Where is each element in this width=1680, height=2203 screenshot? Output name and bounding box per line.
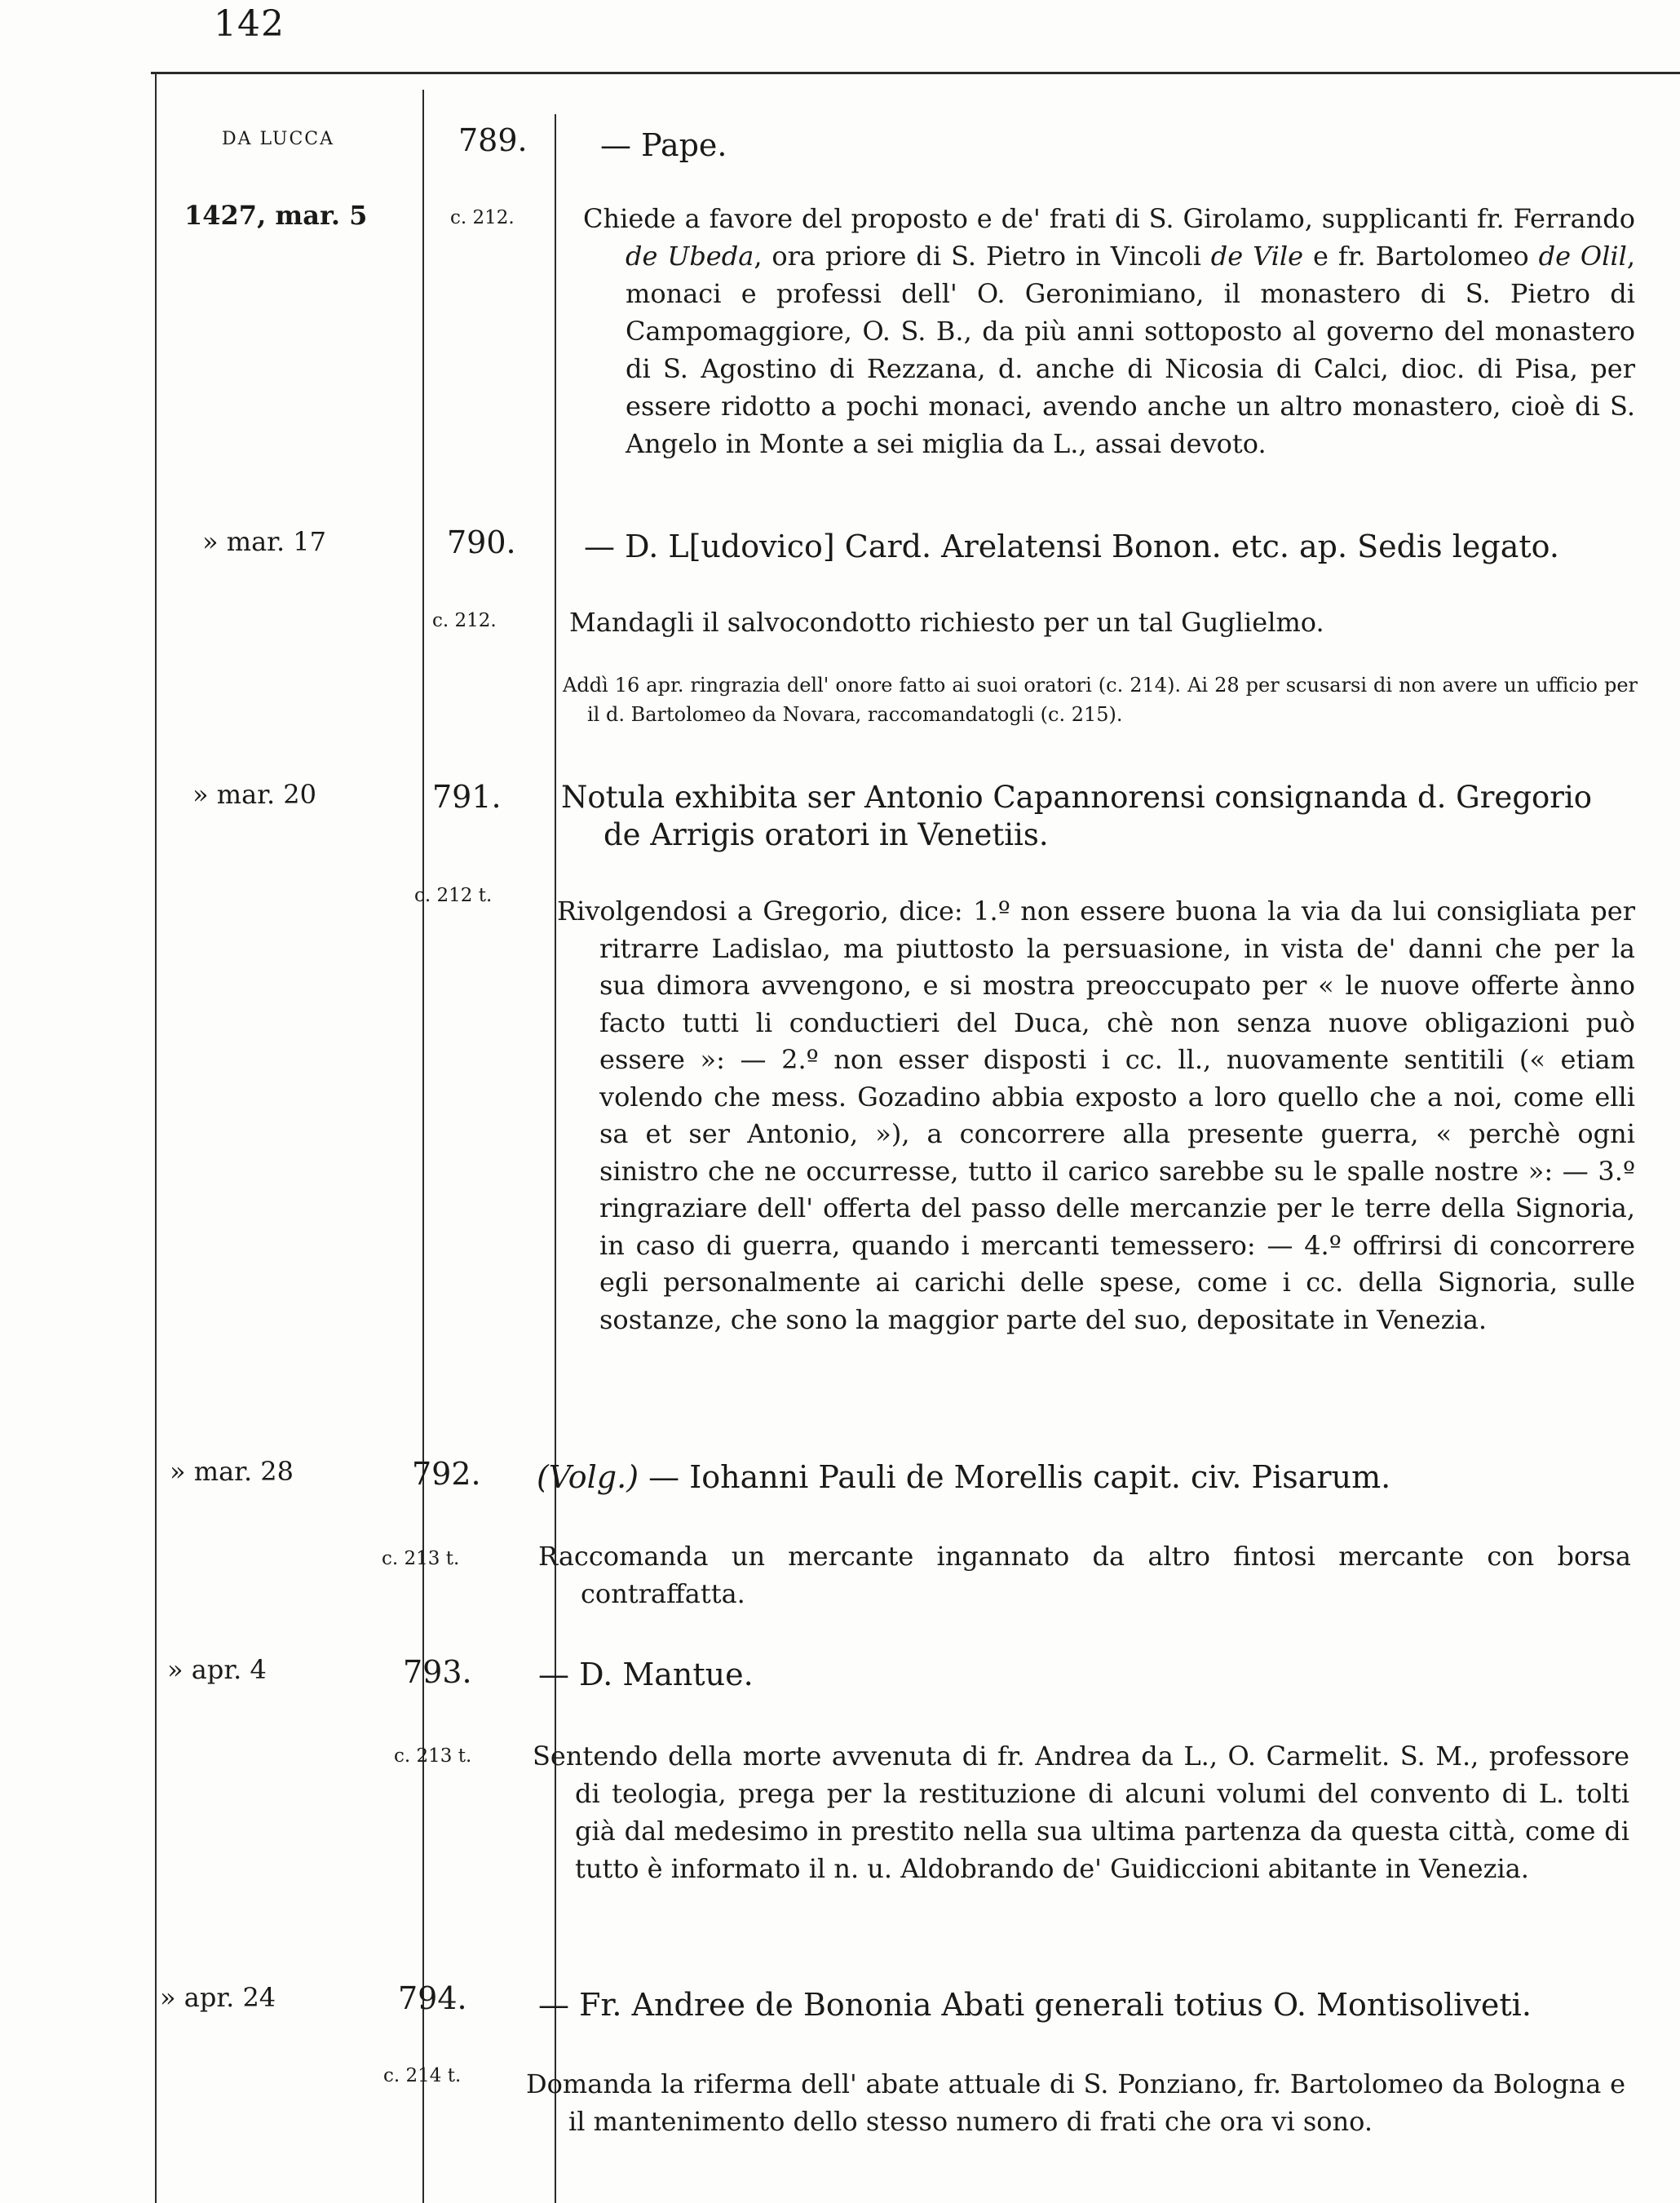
- title-text: — Iohanni Pauli de Morellis capit. civ. Pisarum.: [639, 1459, 1391, 1495]
- folio-ref: c. 214 t.: [383, 2065, 462, 2086]
- entry-title: [537, 1458, 1629, 1496]
- body-text: Domanda la riferma dell' abate attuale di S. Ponziano, fr. Bartolomeo da Bologna e il mantenimento dello stesso numero di frati che ora vi sono.: [526, 2068, 1625, 2137]
- body-text: Mandagli il salvocondotto richiesto per un tal Guglielmo.: [569, 607, 1324, 638]
- folio-ref: c. 212 t.: [414, 885, 493, 906]
- page-number: 142: [214, 3, 285, 45]
- left-column-rule: [155, 73, 157, 2203]
- body-text-italic: de Olil: [1538, 241, 1627, 272]
- entry-number: 789.: [458, 122, 528, 158]
- date-column-rule: [422, 90, 424, 2203]
- entry-body: [569, 604, 1629, 641]
- body-text: Sentendo della morte avvenuta di fr. Andrea da L., O. Carmelit. S. M., professore di teologia, prega per la restituzione di alcuni volumi del convento di L. tolti già dal medesimo in prestito nella sua ultima partenza da questa città, come di tutto è informato il n. u. Aldobrando de' Guidiccioni abitante in Venezia.: [533, 1741, 1629, 1884]
- entry-date: » mar. 28: [170, 1456, 294, 1487]
- folio-ref: c. 213 t.: [382, 1548, 460, 1569]
- body-text: Chiede a favore del proposto e de' frati di S. Girolamo, supplicanti fr. Ferrando: [583, 203, 1635, 234]
- title-volg-italic: (Volg.): [537, 1459, 639, 1495]
- entry-date: » mar. 20: [192, 779, 317, 810]
- entry-date: » apr. 24: [160, 1982, 276, 2013]
- entry-number: 791.: [432, 779, 502, 815]
- entry-title: — Pape.: [600, 127, 727, 163]
- entry-number: 792.: [412, 1456, 481, 1492]
- number-column-rule: [555, 114, 556, 2203]
- entry-body: [583, 200, 1635, 462]
- folio-ref: c. 212.: [432, 610, 497, 631]
- entry-number: 790.: [447, 524, 516, 560]
- entry-note: [563, 670, 1638, 729]
- entry-number: 793.: [403, 1654, 472, 1690]
- body-text-italic: de Ubeda: [626, 241, 754, 272]
- body-text: , ora priore di S. Pietro in Vincoli: [754, 241, 1211, 272]
- folio-ref: c. 213 t.: [394, 1745, 472, 1767]
- column-header-da-lucca: DA LUCCA: [222, 129, 335, 149]
- entry-date: 1427, mar. 5: [184, 200, 368, 231]
- entry-date: » apr. 4: [167, 1654, 267, 1685]
- folio-ref: c. 212.: [450, 207, 515, 228]
- entry-number: 794.: [398, 1980, 467, 2016]
- title-text: Notula exhibita ser Antonio Capannorensi consignanda d. Gregorio de Arrigis oratori in Venetiis.: [561, 780, 1593, 852]
- entry-title: [561, 779, 1638, 854]
- body-text: Rivolgendosi a Gregorio, dice: 1.º non essere buona la via da lui consigliata per ritrarre Ladislao, ma piuttosto la persuasione, in vista de' danni che per la sua dimora avvengono, e si mostra preoccupato per « le nuove offerte ànno facto tutti li conductieri del Duca, chè non senza nuove obligazioni può essere »: — 2.º non esser disposti i cc. ll., nuovamente sentitili (« etiam volendo che mess. Gozadino abbia exposto a loro quello che a noi, come elli sa et ser Antonio, »), a concorrere alla presente guerra, « perchè ogni sinistro che ne occurresse, tutto il carico sarebbe su le spalle nostre »: — 3.º ringraziare dell' offerta del passo delle mercanzie per le terre della Signoria, in caso di guerra, quando i mercanti temessero: — 4.º offrirsi di concorrere egli personalmente ai carichi delle spese, come i cc. della Signoria, sulle sostanze, che sono la maggior parte del suo, depositate in Venezia.: [557, 896, 1635, 1335]
- entry-body: [526, 2065, 1625, 2140]
- header-rule: [151, 72, 1680, 74]
- entry-date: » mar. 17: [202, 526, 327, 557]
- entry-title: — D. L[udovico] Card. Arelatensi Bonon. etc. ap. Sedis legato.: [584, 529, 1559, 564]
- entry-body: [538, 1537, 1631, 1612]
- body-text: , monaci e professi dell' O. Geronimiano, il monastero di S. Pietro di Campomaggiore, O. S. B., da più anni sottoposto al governo del monastero di S. Agostino di Rezzana, d. anche di Nicosia di Calci, dioc. di Pisa, per essere ridotto a pochi monaci, avendo anche un altro monastero, cioè di S. Angelo in Monte a sei miglia da L., assai devoto.: [626, 241, 1636, 459]
- note-text: Addì 16 apr. ringrazia dell' onore fatto ai suoi oratori (c. 214). Ai 28 per scusarsi di non avere un ufficio per il d. Bartolomeo da Novara, raccomandatogli (c. 215).: [563, 674, 1638, 726]
- body-text: e fr. Bartolomeo: [1303, 241, 1539, 272]
- entry-title: — Fr. Andree de Bononia Abati generali totius O. Montisoliveti.: [538, 1987, 1532, 2023]
- body-text-italic: de Vile: [1210, 241, 1304, 272]
- entry-body: [533, 1737, 1629, 1887]
- entry-title: — D. Mantue.: [538, 1657, 754, 1692]
- body-text: Raccomanda un mercante ingannato da altro fintosi mercante con borsa contraffatta.: [538, 1541, 1631, 1609]
- entry-body: [557, 893, 1635, 1338]
